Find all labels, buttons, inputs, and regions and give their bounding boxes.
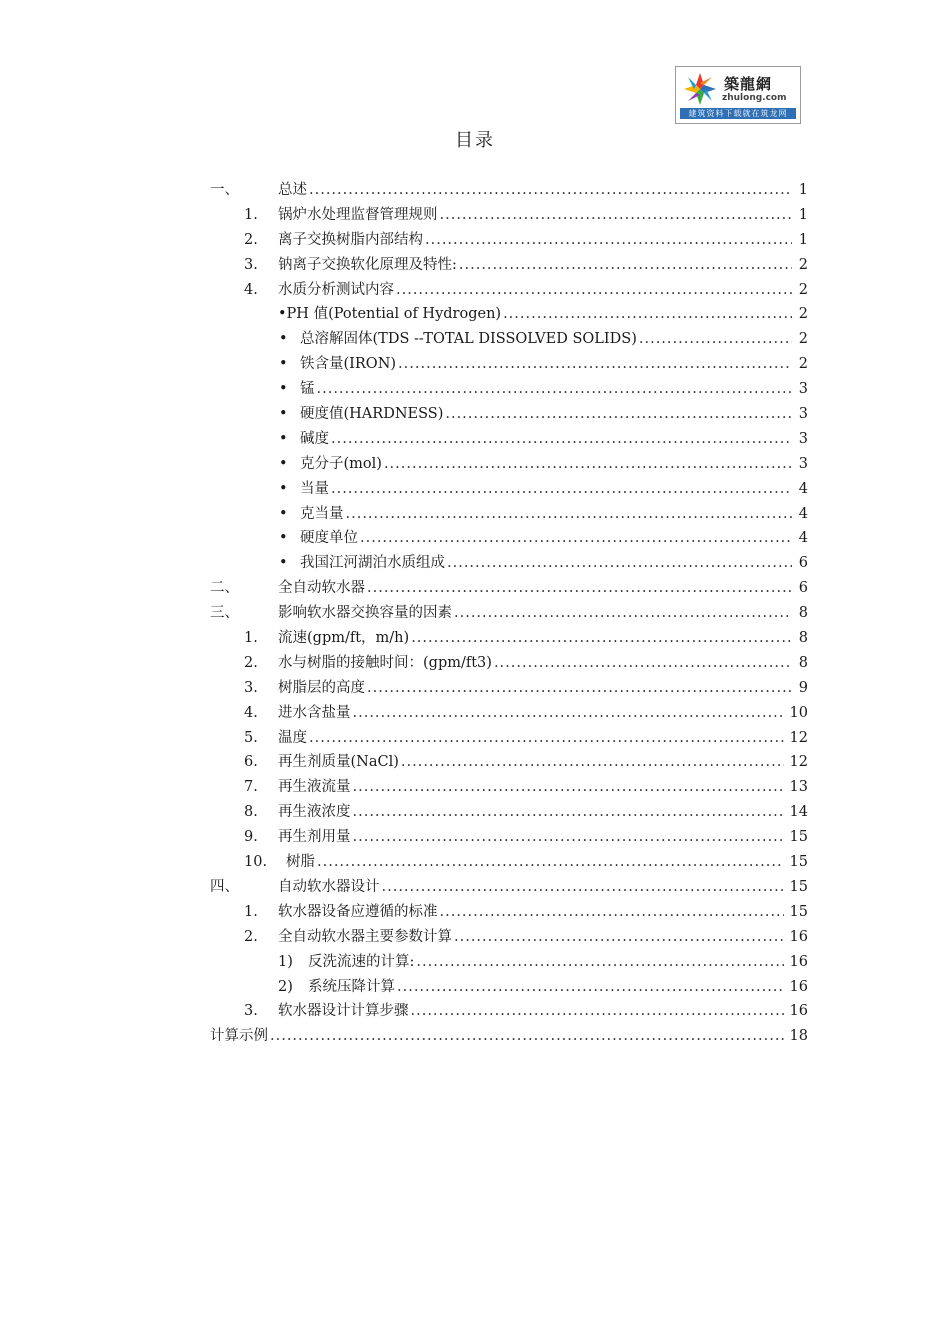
- zhulong-logo: [675, 66, 801, 124]
- toc-entry-title: 再生剂质量(NaCl): [278, 754, 399, 771]
- toc-entry-title: 自动软水器设计: [278, 878, 380, 895]
- toc-entry-page: 15: [789, 854, 808, 871]
- toc-dot-leader: [398, 352, 792, 377]
- toc-entry-number: 5.: [244, 729, 258, 746]
- toc-entry-title: 总述: [278, 182, 307, 198]
- toc-entry-number: 一、: [210, 182, 239, 198]
- toc-dot-leader: [360, 526, 792, 551]
- toc-entry-number: 3.: [244, 256, 258, 273]
- toc-entry-title: 软水器设计计算步骤: [278, 1003, 409, 1020]
- toc-dot-leader: [309, 178, 792, 203]
- toc-dot-leader: [440, 900, 785, 925]
- toc-entry-title: 反洗流速的计算:: [308, 953, 415, 970]
- toc-entry[interactable]: [210, 551, 808, 576]
- toc-entry-number: •: [279, 505, 288, 522]
- toc-entry[interactable]: [210, 477, 808, 502]
- toc-entry-number: 1.: [244, 903, 258, 920]
- toc-entry[interactable]: [210, 427, 808, 452]
- toc-entry-page: 15: [789, 903, 808, 920]
- toc-entry[interactable]: [210, 601, 808, 626]
- toc-entry-number: 3.: [244, 679, 258, 696]
- toc-entry-number: 7.: [244, 779, 258, 796]
- toc-dot-leader: [454, 601, 792, 626]
- toc-entry-title: 当量: [300, 480, 329, 497]
- toc-entry-title: 影响软水器交换容量的因素: [278, 605, 452, 622]
- toc-dot-leader: [317, 377, 793, 402]
- table-of-contents: [210, 178, 808, 1049]
- toc-entry-number: •: [279, 480, 288, 497]
- toc-entry-number: 2.: [244, 654, 258, 671]
- toc-entry-number: 4.: [244, 281, 258, 298]
- toc-entry-title: 碱度: [300, 430, 329, 447]
- toc-entry[interactable]: [210, 576, 808, 601]
- toc-entry-number: 6.: [244, 754, 258, 771]
- toc-entry-title: 软水器设备应遵循的标准: [278, 903, 438, 920]
- toc-entry-title: 树脂: [286, 854, 315, 871]
- toc-entry[interactable]: [210, 676, 808, 701]
- toc-entry[interactable]: [210, 178, 808, 203]
- toc-entry[interactable]: [210, 228, 808, 253]
- toc-dot-leader: [382, 875, 785, 900]
- toc-entry-title: 硬度单位: [300, 530, 358, 547]
- toc-entry-page: 16: [789, 978, 808, 995]
- toc-dot-leader: [367, 676, 792, 701]
- toc-entry-page: 2: [798, 306, 808, 323]
- toc-entry-page: 1: [798, 231, 808, 248]
- toc-entry-number: 1.: [244, 206, 258, 223]
- toc-entry-title: 锅炉水处理监督管理规则: [278, 206, 438, 223]
- toc-entry-number: 二、: [210, 580, 239, 597]
- toc-entry-page: 13: [789, 779, 808, 796]
- toc-entry[interactable]: [210, 526, 808, 551]
- toc-entry-page: 2: [798, 281, 808, 298]
- toc-entry-number: 2.: [244, 928, 258, 945]
- toc-dot-leader: [447, 551, 792, 576]
- toc-dot-leader: [353, 775, 785, 800]
- toc-dot-leader: [503, 302, 792, 327]
- toc-entry-title: 硬度值(HARDNESS): [300, 406, 444, 423]
- toc-entry-number: •: [279, 406, 288, 423]
- toc-entry[interactable]: [210, 875, 808, 900]
- toc-dot-leader: [454, 925, 784, 950]
- toc-entry-page: 3: [798, 406, 808, 423]
- toc-dot-leader: [459, 253, 792, 278]
- toc-entry[interactable]: [210, 999, 808, 1024]
- toc-entry-page: 1: [798, 206, 808, 223]
- toc-dot-leader: [445, 402, 792, 427]
- toc-entry-number: 9.: [244, 829, 258, 846]
- toc-entry-page: 18: [789, 1028, 808, 1045]
- toc-entry[interactable]: [210, 750, 808, 775]
- toc-entry-page: 15: [789, 829, 808, 846]
- toc-entry-title: 再生液浓度: [278, 804, 351, 821]
- toc-entry[interactable]: [210, 203, 808, 228]
- toc-entry-number: •: [279, 430, 288, 447]
- toc-entry-title: 锰: [300, 381, 315, 398]
- toc-entry-page: 1: [798, 182, 808, 198]
- toc-entry[interactable]: [210, 502, 808, 527]
- toc-entry-page: 10: [789, 704, 808, 721]
- toc-entry-title: 温度: [278, 729, 307, 746]
- toc-entry-title: 全自动软水器主要参数计算: [278, 928, 452, 945]
- toc-entry[interactable]: [210, 950, 808, 975]
- toc-entry-page: 8: [798, 630, 808, 647]
- toc-entry-number: 8.: [244, 804, 258, 821]
- logo-domain: zhulong.com: [722, 93, 787, 103]
- toc-entry-page: 2: [798, 331, 808, 348]
- toc-entry[interactable]: [210, 327, 808, 352]
- toc-entry-page: 16: [789, 1003, 808, 1020]
- toc-entry-title: 铁含量(IRON): [300, 356, 397, 373]
- toc-dot-leader: [270, 1024, 784, 1049]
- toc-dot-leader: [440, 203, 793, 228]
- toc-entry-page: 16: [789, 953, 808, 970]
- toc-entry-number: 1): [278, 953, 293, 970]
- toc-entry-title: 克分子(mol): [300, 455, 382, 472]
- toc-dot-leader: [317, 850, 784, 875]
- toc-entry-number: •: [279, 455, 288, 472]
- toc-entry-number: 3.: [244, 1003, 258, 1020]
- toc-entry-page: 14: [789, 804, 808, 821]
- toc-entry-title: 克当量: [300, 505, 344, 522]
- toc-dot-leader: [639, 327, 792, 352]
- toc-entry-title: 再生液流量: [278, 779, 351, 796]
- toc-entry-page: 8: [798, 605, 808, 622]
- logo-chinese-name: 築龍網: [724, 75, 773, 93]
- toc-dot-leader: [425, 228, 792, 253]
- toc-entry[interactable]: [210, 253, 808, 278]
- toc-entry-title: 离子交换树脂内部结构: [278, 231, 423, 248]
- toc-dot-leader: [411, 999, 785, 1024]
- toc-dot-leader: [411, 626, 792, 651]
- toc-dot-leader: [331, 427, 792, 452]
- toc-entry-number: •: [279, 555, 288, 572]
- toc-entry[interactable]: [210, 925, 808, 950]
- toc-entry[interactable]: [210, 825, 808, 850]
- toc-entry[interactable]: [210, 302, 808, 327]
- toc-entry-title: 我国江河湖泊水质组成: [300, 555, 445, 572]
- toc-entry-page: 4: [798, 480, 808, 497]
- toc-dot-leader: [353, 701, 785, 726]
- toc-entry[interactable]: [210, 402, 808, 427]
- toc-entry-title: •PH 值(Potential of Hydrogen): [278, 306, 502, 323]
- toc-dot-leader: [309, 726, 784, 751]
- toc-entry[interactable]: [210, 900, 808, 925]
- toc-dot-leader: [494, 651, 792, 676]
- toc-entry[interactable]: [210, 278, 808, 303]
- toc-entry-title: 水质分析测试内容: [278, 281, 394, 298]
- toc-dot-leader: [384, 452, 792, 477]
- toc-entry-number: 4.: [244, 704, 258, 721]
- toc-entry[interactable]: [210, 352, 808, 377]
- toc-entry-page: 6: [798, 555, 808, 572]
- toc-entry[interactable]: [210, 452, 808, 477]
- toc-dot-leader: [401, 750, 784, 775]
- toc-entry[interactable]: [210, 626, 808, 651]
- toc-entry[interactable]: [210, 1024, 808, 1049]
- toc-entry[interactable]: [210, 726, 808, 751]
- toc-entry-number: •: [279, 530, 288, 547]
- toc-entry-title: 总溶解固体(TDS --TOTAL DISSOLVED SOLIDS): [300, 331, 637, 348]
- toc-entry-page: 3: [798, 381, 808, 398]
- toc-entry-number: •: [279, 331, 288, 348]
- toc-dot-leader: [367, 576, 792, 601]
- toc-entry[interactable]: [210, 800, 808, 825]
- logo-star-icon: [682, 71, 718, 107]
- toc-dot-leader: [397, 975, 784, 1000]
- toc-entry-title: 流速(gpm/ft，m/h): [278, 630, 410, 647]
- toc-entry[interactable]: [210, 701, 808, 726]
- toc-entry-page: 9: [798, 679, 808, 696]
- toc-entry-page: 4: [798, 505, 808, 522]
- toc-entry-title: 水与树脂的接触时间：(gpm/ft3): [278, 654, 492, 671]
- toc-entry-number: 1.: [244, 630, 258, 647]
- toc-entry-page: 2: [798, 256, 808, 273]
- toc-entry-page: 12: [789, 729, 808, 746]
- toc-dot-leader: [346, 502, 793, 527]
- toc-entry[interactable]: [210, 975, 808, 1000]
- toc-dot-leader: [396, 278, 792, 303]
- toc-entry-title: 系统压降计算: [308, 978, 395, 995]
- toc-entry-page: 2: [798, 356, 808, 373]
- toc-dot-leader: [416, 950, 784, 975]
- page-title: 目录: [455, 130, 495, 151]
- toc-entry-title: 树脂层的高度: [278, 679, 365, 696]
- toc-entry-number: 四、: [210, 878, 239, 895]
- toc-entry[interactable]: [210, 775, 808, 800]
- toc-entry-number: 10.: [244, 854, 268, 871]
- toc-entry-page: 3: [798, 430, 808, 447]
- toc-entry-page: 4: [798, 530, 808, 547]
- toc-entry[interactable]: [210, 850, 808, 875]
- toc-entry-title: 计算示例: [210, 1028, 268, 1045]
- toc-entry-page: 16: [789, 928, 808, 945]
- toc-entry[interactable]: [210, 377, 808, 402]
- toc-entry-title: 进水含盐量: [278, 704, 351, 721]
- toc-entry-page: 15: [789, 878, 808, 895]
- toc-entry-number: 2): [278, 978, 293, 995]
- toc-dot-leader: [353, 800, 785, 825]
- toc-entry-number: 2.: [244, 231, 258, 248]
- toc-entry-number: •: [279, 381, 288, 398]
- toc-entry-number: •: [279, 356, 288, 373]
- toc-entry-number: 三、: [210, 605, 239, 622]
- toc-entry-title: 再生剂用量: [278, 829, 351, 846]
- toc-entry[interactable]: [210, 651, 808, 676]
- toc-entry-page: 6: [798, 580, 808, 597]
- toc-entry-page: 8: [798, 654, 808, 671]
- toc-entry-page: 12: [789, 754, 808, 771]
- toc-entry-title: 钠离子交换软化原理及特性:: [278, 256, 457, 273]
- logo-slogan: 建筑资料下载就在筑龙网: [680, 108, 796, 119]
- toc-dot-leader: [353, 825, 785, 850]
- toc-entry-title: 全自动软水器: [278, 580, 365, 597]
- toc-entry-page: 3: [798, 455, 808, 472]
- toc-dot-leader: [331, 477, 792, 502]
